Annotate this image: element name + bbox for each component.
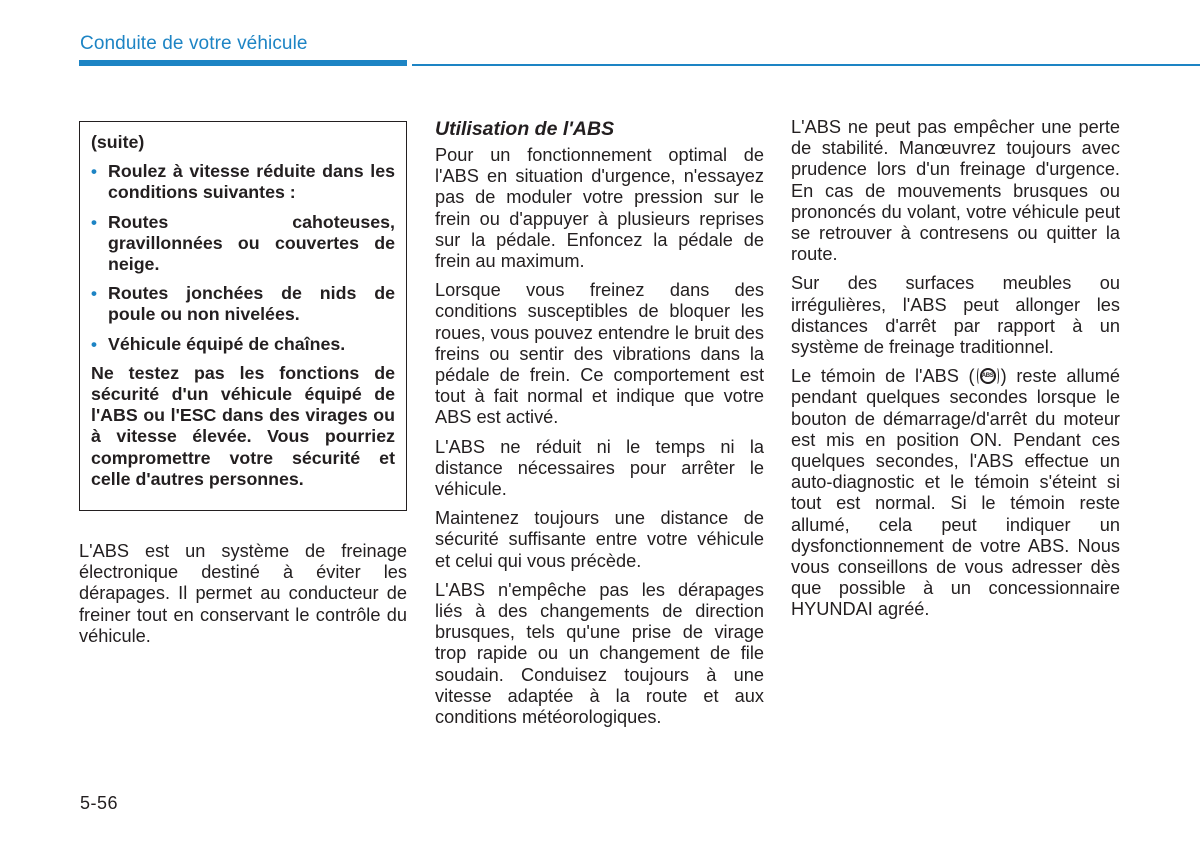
header-rule-thin bbox=[412, 64, 1200, 66]
body-paragraph: L'ABS est un système de freinage électronique destiné à éviter les dérapages. Il permet au conducteur de freiner tout en conservant le contrôle du véhicule. bbox=[79, 541, 407, 646]
body-paragraph: L'ABS ne réduit ni le temps ni la distance nécessaires pour arrêter le véhicule. bbox=[435, 436, 764, 500]
body-paragraph: Lorsque vous freinez dans des conditions susceptibles de bloquer les roues, vous pouvez entendre le bruit des freins ou sentir des vibrations dans la pédale de frein. Ce comportement est tout à fait normal et indique que votre ABS est activé. bbox=[435, 280, 764, 428]
warning-bullet-item: • Routes jonchées de nids de poule ou non nivelées. bbox=[91, 283, 395, 325]
section-header-title: Conduite de votre véhicule bbox=[80, 33, 308, 54]
header-rule-thick bbox=[79, 60, 407, 66]
body-paragraph: L'ABS ne peut pas empêcher une perte de stabilité. Manœuvrez toujours avec prudence lors d'un freinage d'urgence. En cas de mouvements brusques ou prononcés du volant, votre véhicule peut se retrouver à contresens ou quitter la route. bbox=[791, 117, 1120, 265]
body-paragraph: Sur des surfaces meubles ou irrégulières, l'ABS peut allonger les distances d'arrêt par rapport à un système de freinage traditionnel. bbox=[791, 273, 1120, 358]
bullet-icon: • bbox=[91, 212, 97, 232]
abs-warning-icon: ABS bbox=[977, 368, 999, 384]
section-title: Utilisation de l'ABS bbox=[435, 118, 615, 140]
bullet-icon: • bbox=[91, 334, 97, 354]
warning-bullet-list bbox=[91, 161, 395, 355]
warning-bullet-item: • Véhicule équipé de chaînes. bbox=[91, 333, 346, 354]
bullet-icon: • bbox=[91, 162, 97, 182]
body-paragraph: L'ABS n'empêche pas les dérapages liés à des changements de direction brusques, tels qu'une prise de virage trop rapide ou un changement de file soudain. Conduisez toujours à une vitesse adaptée à la route et aux conditions météorologiques. bbox=[435, 579, 764, 728]
column-2 bbox=[435, 117, 764, 736]
warning-text: Ne testez pas les fonctions de sécurité d'un véhicule équipé de l'ABS ou l'ESC dans des virages ou à vitesse élevée. Vous pourriez compromettre votre sécurité et celle d'autres personnes. bbox=[91, 362, 395, 489]
column-3 bbox=[791, 117, 1120, 629]
indicator-paragraph: Le témoin de l'ABS ( ABS ) reste allumé pendant quelques secondes lorsque le bouton de démarrage/d'arrêt du moteur est mis en position ON. Pendant ces quelques secondes, l'ABS effectue un auto-diagnostic et le témoin s'éteint si tout est normal. Si le témoin reste allumé, cela peut indiquer un dysfonctionnement de votre ABS. Nous vous conseillons de vous adresser dès que possible à un concessionnaire HYUNDAI agréé. bbox=[791, 366, 1120, 620]
warning-continued-label: (suite) bbox=[91, 132, 145, 152]
warning-box bbox=[79, 121, 407, 511]
body-paragraph: Pour un fonctionnement optimal de l'ABS en situation d'urgence, n'essayez pas de moduler votre pression sur le frein ou d'appuyer à plusieurs reprises sur la pédale. Enfoncez la pédale de frein au maximum. bbox=[435, 145, 764, 272]
column-1 bbox=[79, 541, 407, 655]
warning-bullet-item: • Routes cahoteuses, gravillonnées ou couvertes de neige. bbox=[91, 211, 395, 275]
warning-bullet-item: • Roulez à vitesse réduite dans les conditions suivantes : bbox=[91, 161, 395, 203]
page-number: 5-56 bbox=[80, 793, 119, 813]
body-paragraph: Maintenez toujours une distance de sécurité suffisante entre votre véhicule et celui qui vous précède. bbox=[435, 508, 764, 571]
bullet-icon: • bbox=[91, 284, 97, 304]
